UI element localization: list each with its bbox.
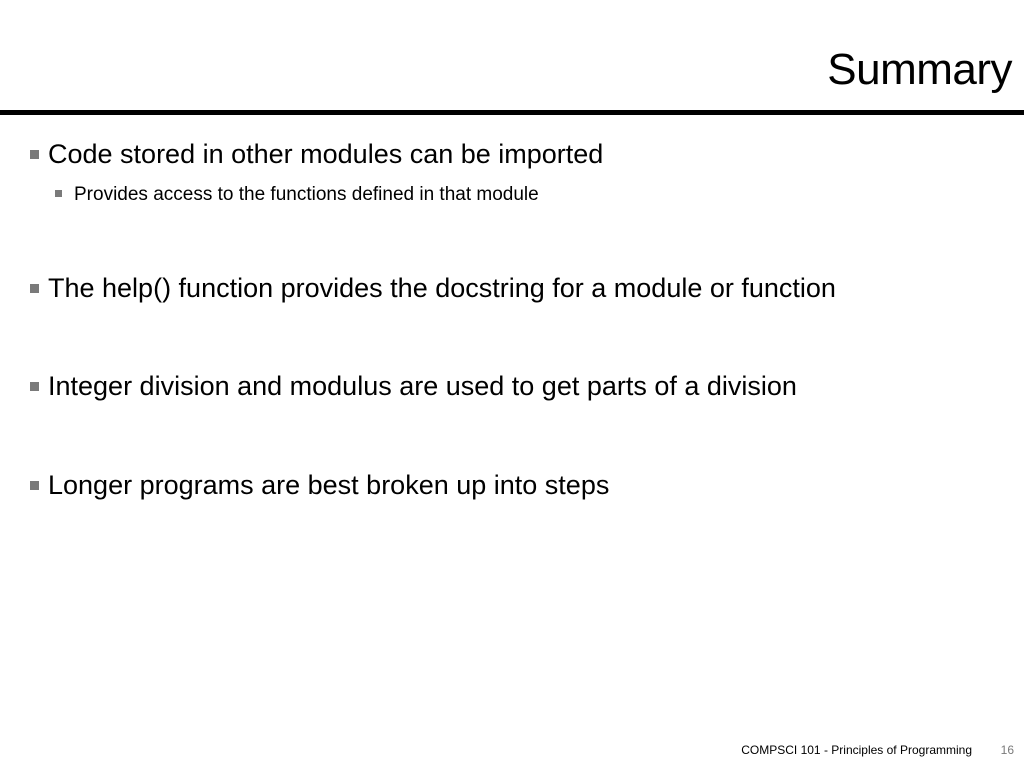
bullet-item xyxy=(30,370,797,402)
bullet-text: The help() function provides the docstring for a module or function xyxy=(48,273,836,303)
square-bullet-icon xyxy=(30,382,39,391)
square-bullet-icon xyxy=(55,190,62,197)
bullet-item xyxy=(30,138,603,170)
bullet-item xyxy=(30,469,609,501)
page-number: 16 xyxy=(1000,743,1014,757)
bullet-item xyxy=(30,272,836,304)
square-bullet-icon xyxy=(30,481,39,490)
bullet-text: Longer programs are best broken up into steps xyxy=(48,470,610,500)
footer-course-label: COMPSCI 101 - Principles of Programming xyxy=(741,743,972,757)
title-divider xyxy=(0,110,1024,115)
sub-bullet-item xyxy=(55,184,539,207)
slide-title: Summary xyxy=(827,45,1012,94)
square-bullet-icon xyxy=(30,150,39,159)
sub-bullet-text: Provides access to the functions defined in that module xyxy=(74,184,539,205)
square-bullet-icon xyxy=(30,284,39,293)
bullet-text: Code stored in other modules can be imported xyxy=(48,139,604,169)
bullet-text: Integer division and modulus are used to get parts of a division xyxy=(48,371,797,401)
